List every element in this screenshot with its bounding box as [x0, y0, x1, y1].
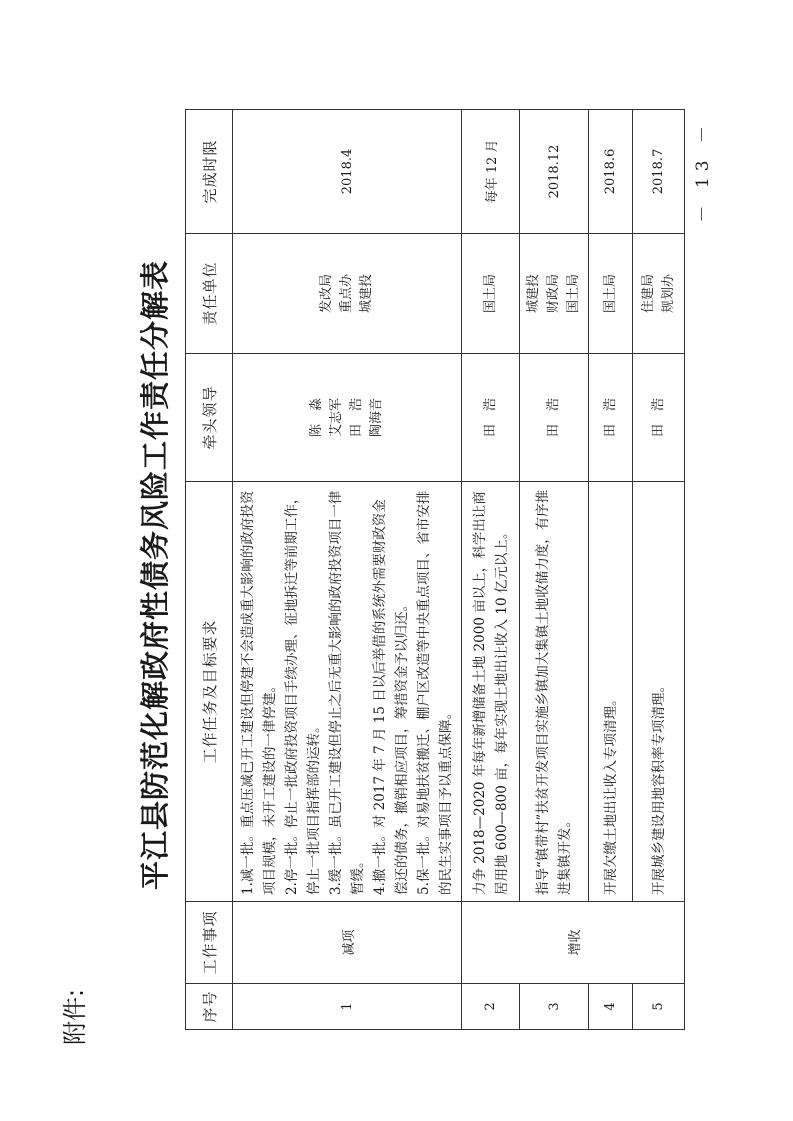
unit-name: 住建局 [640, 274, 656, 314]
unit-name: 财政局 [546, 274, 561, 314]
row-no: 5 [633, 984, 685, 1030]
requirement-line: 5.保一批。对易地扶贫搬迁、棚户区改造等中央重点项目、省市安排的民生实事项目予以重点保障。 [416, 490, 454, 895]
row-leaders [633, 354, 685, 482]
row-deadline: 2018.4 [233, 110, 462, 234]
leader-name: 陶海音 [369, 398, 384, 438]
row-leaders [462, 354, 520, 482]
table-row [633, 110, 685, 1030]
unit-name: 国土局 [602, 274, 618, 314]
row-units [589, 234, 633, 354]
table-header-row [186, 110, 233, 1030]
unit-name: 发改局 [319, 274, 334, 314]
table-row [520, 110, 589, 1030]
leader-name: 艾志军 [329, 398, 344, 438]
page-number: － 13 － [693, 120, 713, 223]
header-unit: 责任单位 [186, 234, 233, 354]
page-title: 平江县防范化解政府性债务风险工作责任分解表 [138, 260, 172, 891]
requirement-line: 4.撤一批。对 2017 年 7 月 15 日以后举借的系统外需要财政资金偿还的债务，撤销相应项目，筹措资金予以归还。 [372, 499, 410, 895]
row-requirements [520, 482, 589, 902]
row-deadline: 每年 12 月 [462, 110, 520, 234]
row-leaders [589, 354, 633, 482]
row-item: 减项 [233, 902, 462, 984]
leader-name: 田 浩 [650, 398, 666, 438]
requirement-line: 2.停一批。停止一批政府投资项目手续办理、征地拆迁等前期工作，停止一批项目指挥部的运转。 [284, 490, 322, 895]
table-row [589, 110, 633, 1030]
row-no: 4 [589, 984, 633, 1030]
requirement-line: 开展城乡建设用地容积率专项清理。 [650, 679, 667, 895]
leader-name: 田 浩 [602, 398, 618, 438]
unit-name: 国土局 [566, 274, 581, 314]
row-no: 1 [233, 984, 462, 1030]
requirement-line: 1.减一批。重点压减已开工建设但停建不会造成重大影响的政府投资项目规模，未开工建设的一律停建。 [240, 490, 278, 895]
row-deadline: 2018.12 [520, 110, 589, 234]
table-row [462, 110, 520, 1030]
row-requirements [233, 482, 462, 902]
requirement-line: 3.缓一批。虽已开工建设但停止之后无重大影响的政府投资项目一律暂缓。 [328, 490, 366, 895]
requirement-line: 开展欠缴土地出让收入专项清理。 [602, 692, 619, 895]
header-requirements: 工作任务及目标要求 [186, 482, 233, 902]
row-units [633, 234, 685, 354]
unit-name: 国土局 [482, 274, 498, 314]
requirement-line: 指导“镇带村”扶贫开发项目实施乡镇加大集镇土地收储力度，有序推进集镇开发。 [535, 489, 573, 895]
header-leader: 牵头领导 [186, 354, 233, 482]
table-row [233, 110, 462, 1030]
leader-name: 田 浩 [546, 398, 561, 438]
unit-name: 重点办 [339, 274, 354, 314]
row-leaders [233, 354, 462, 482]
unit-name: 规划办 [660, 274, 676, 314]
row-requirements [633, 482, 685, 902]
leader-name: 田 浩 [482, 398, 498, 438]
row-units [233, 234, 462, 354]
row-units [462, 234, 520, 354]
requirement-line: 力争 2018—2020 年每年新增储备土地 2000 亩以上，科学出让商居用地 600—800 亩，每年实现土地出让收入 10 亿元以上。 [471, 491, 510, 895]
row-deadline: 2018.6 [589, 110, 633, 234]
row-requirements [589, 482, 633, 902]
row-leaders [520, 354, 589, 482]
row-deadline: 2018.7 [633, 110, 685, 234]
rotated-page [55, 105, 775, 1045]
header-no: 序号 [186, 984, 233, 1030]
unit-name: 城建投 [359, 274, 374, 314]
header-deadline: 完成时限 [186, 110, 233, 234]
leader-name: 田 浩 [349, 398, 364, 438]
row-no: 3 [520, 984, 589, 1030]
header-item: 工作事项 [186, 902, 233, 984]
responsibility-table [185, 109, 685, 1030]
row-requirements [462, 482, 520, 902]
attachment-label: 附件: [61, 988, 89, 1045]
row-units [520, 234, 589, 354]
leader-name: 陈 淼 [309, 398, 324, 438]
row-no: 2 [462, 984, 520, 1030]
row-item: 增收 [462, 902, 685, 984]
unit-name: 城建投 [526, 274, 541, 314]
